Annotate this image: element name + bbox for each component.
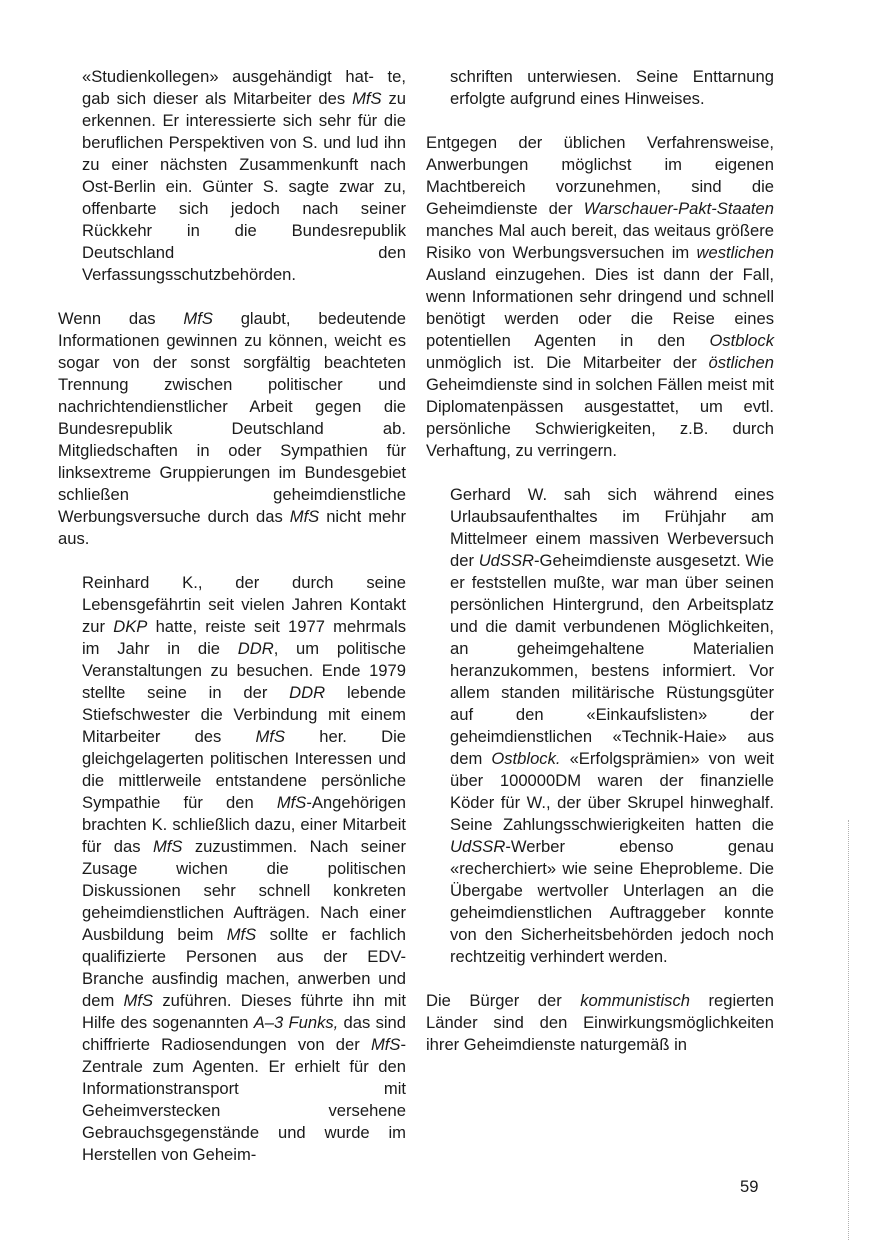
text: das sind chiffrierte Radiosendungen von der <box>82 1013 407 1054</box>
text: regierten Länder sind den Einwirkungsmöglichkeiten ihrer Geheimdienste naturgemäß in <box>426 991 774 1054</box>
emphasis: MfS <box>289 507 320 526</box>
left-column <box>58 66 406 1166</box>
emphasis: UdSSR <box>450 837 506 856</box>
emphasis: MfS <box>226 925 257 944</box>
emphasis: A–3 Funks, <box>253 1013 339 1032</box>
emphasis: DKP <box>113 617 148 636</box>
text: Ausland einzugehen. Dies ist dann der Fall, wenn Informationen sehr dringend und schnell benötigt werden oder die Reise eines potentiellen Agenten in den <box>426 265 774 350</box>
text: schriften unterwiesen. Seine Enttarnung erfolgte aufgrund eines Hinweises. <box>450 67 774 108</box>
text: te, gab sich dieser als Mitarbeiter des <box>82 67 406 108</box>
text: Reinhard K., der durch seine Lebensgefährtin seit vielen Jahren Kontakt zur <box>82 573 406 636</box>
paragraph-warschauer-pakt <box>426 132 774 462</box>
text: -Angehörigen brachten K. schließlich dazu, einer Mitarbeit für das <box>82 793 406 856</box>
emphasis: MfS <box>123 991 154 1010</box>
text: Geheimdienste sind in solchen Fällen meist mit Diplomatenpässen ausgestattet, um evtl. persönliche Schwierigkeiten, z.B. durch Verhaftung, zu verringern. <box>426 375 774 460</box>
emphasis: DDR <box>289 683 326 702</box>
text: zuzustimmen. Nach seiner Zusage wichen die politischen Diskussionen sehr schnell konkreten geheimdienstlichen Aufträgen. Nach einer Ausbildung beim <box>82 837 406 944</box>
paragraph-buerger <box>426 990 774 1056</box>
text: unmöglich ist. Die Mitarbeiter der <box>426 353 709 372</box>
page-number: 59 <box>740 1177 759 1196</box>
text: Gerhard W. sah sich während eines Urlaubsaufenthaltes im Frühjahr am Mittelmeer einem massiven Werbeversuch der <box>450 485 774 570</box>
emphasis: MfS <box>370 1035 401 1054</box>
emphasis: MfS <box>183 309 213 328</box>
right-column <box>426 66 774 1056</box>
emphasis: DDR <box>237 639 274 658</box>
text: glaubt, bedeutende Informationen gewinnen zu können, weicht es sogar von der sonst sorgfältig beachteten Trennung zwischen politischer und nachrichtendienstlicher Arbeit gegen die Bundesrepublik Deutschland ab. Mitgliedschaften in oder Sympathien für linksextreme Gruppierungen im Bundesgebiet schließen geheimdienstliche Werbungsversuche durch das <box>58 309 406 526</box>
paragraph-studienkollegen <box>58 66 406 286</box>
text: lebende Stiefschwester die Verbindung mit einem Mitarbeiter des <box>82 683 406 746</box>
emphasis: Warschauer-Pakt-Staaten <box>583 199 774 218</box>
emphasis: UdSSR <box>478 551 535 570</box>
text: «Erfolgsprämien» von weit über 100000DM waren der finanzielle Köder für W., der über Skrupel hinweghalf. Seine Zahlungsschwierigkeiten hatten die <box>450 749 774 834</box>
text: -Zentrale zum Agenten. Er erhielt für den Informationstransport mit Geheimverstecken versehene Gebrauchsgegenstände und wurde im Herstellen von Geheim- <box>82 1035 406 1164</box>
emphasis: MfS <box>352 89 382 108</box>
text: zuführen. Dieses führte ihn mit Hilfe des sogenannten <box>82 991 406 1032</box>
text: Entgegen der üblichen Verfahrensweise, Anwerbungen möglichst im eigenen Machtbereich vorzunehmen, sind die Geheimdienste der <box>426 133 774 218</box>
paragraph-enttarnung <box>426 66 774 110</box>
text: Wenn das <box>58 309 184 328</box>
emphasis: östlichen <box>708 353 774 372</box>
paragraph-reinhard-k <box>58 572 406 1166</box>
text: -Geheimdienste ausgesetzt. Wie er feststellen mußte, war man über seinen persönlichen Hintergrund, den Arbeitsplatz und die damit verbundenen Möglichkeiten, an geheimgehaltene Materialien heranzukommen, bestens informiert. Vor allem standen militärische Rüstungsgüter auf den «Einkaufslisten» der geheimdienstlichen «Technik-Haie» aus dem <box>450 551 774 768</box>
text: sollte er fachlich qualifizierte Personen aus der EDV-Branche ausfindig machen, anwerben und dem <box>82 925 406 1010</box>
text: hatte, reiste seit 1977 mehrmals im Jahr in die <box>82 617 406 658</box>
text: , um politische Veranstaltungen zu besuchen. Ende 1979 stellte seine in der <box>82 639 406 702</box>
emphasis: Ostblock. <box>491 749 561 768</box>
text: -Werber ebenso genau «recherchiert» wie seine Eheprobleme. Die Übergabe wertvoller Unterlagen an die geheimdienstlichen Auftraggeber konnte von den Sicherheitsbehörden jedoch noch rechtzeitig verhindert werden. <box>450 837 774 966</box>
emphasis: MfS <box>255 727 286 746</box>
emphasis: westlichen <box>696 243 774 262</box>
text: Die Bürger der <box>426 991 581 1010</box>
scan-edge-marks <box>848 820 851 1240</box>
text: «Studienkollegen» ausgehändigt hat- <box>82 67 374 86</box>
emphasis: kommunistisch <box>580 991 690 1010</box>
paragraph-mfs-information <box>58 308 406 550</box>
emphasis: MfS <box>276 793 307 812</box>
paragraph-gerhard-w <box>426 484 774 968</box>
text: manches Mal auch bereit, das weitaus größere Risiko von Werbungsversuchen im <box>426 221 774 262</box>
text: her. Die gleichgelagerten politischen Interessen und die mittlerweile entstandene persönliche Sympathie für den <box>82 727 407 812</box>
emphasis: Ostblock <box>709 331 774 350</box>
text: nicht mehr aus. <box>58 507 406 548</box>
emphasis: MfS <box>152 837 183 856</box>
text: zu erkennen. Er interessierte sich sehr für die beruflichen Perspektiven von S. und lud ihn zu einer nächsten Zusammenkunft nach Ost-Berlin ein. Günter S. sagte zwar zu, offenbarte sich jedoch nach seiner Rückkehr in die Bundesrepublik Deutschland den Verfassungsschutzbehörden. <box>82 89 406 284</box>
